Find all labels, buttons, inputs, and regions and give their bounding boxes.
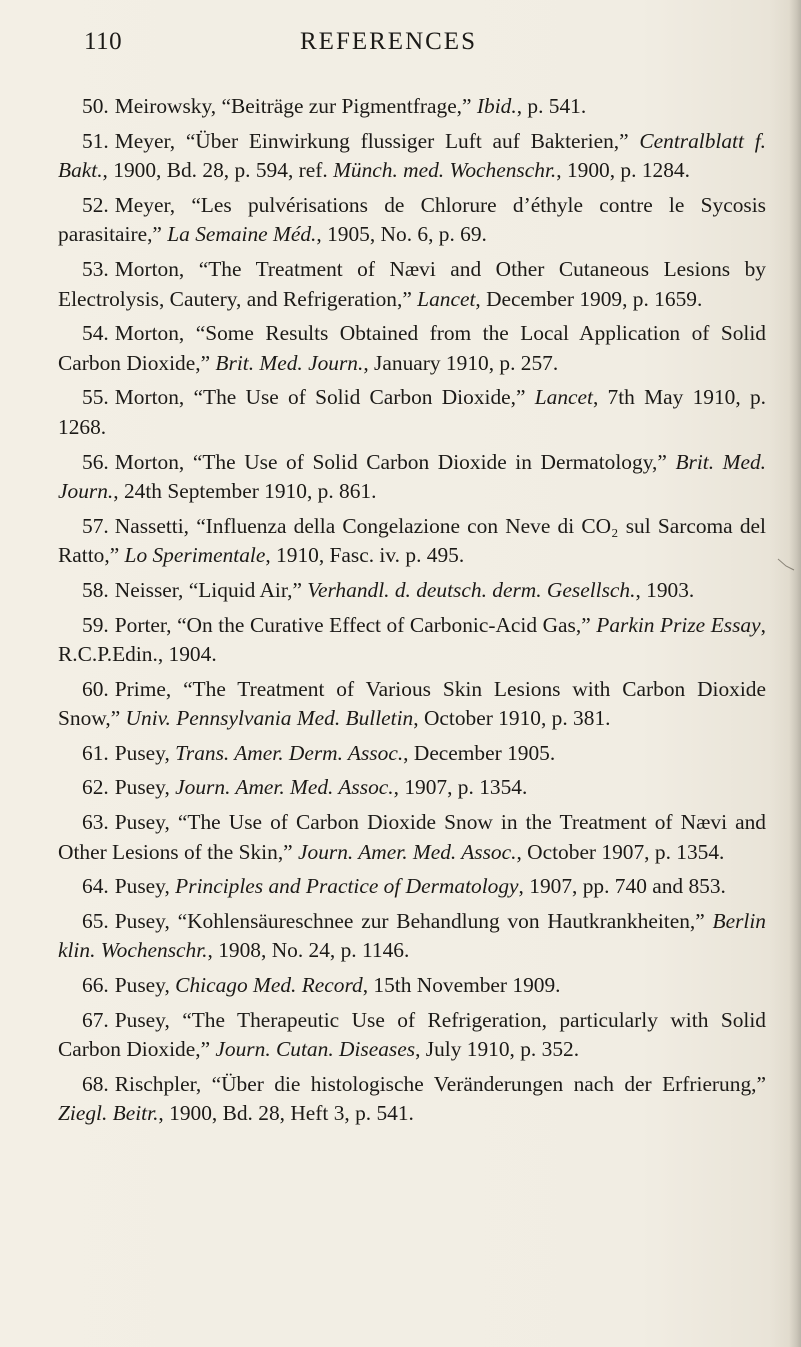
reference-text: Morton, “The Use of Solid Carbon Dioxide,” xyxy=(114,385,535,410)
reference-entry xyxy=(58,127,766,186)
reference-entry xyxy=(58,191,766,250)
reference-source-title: Brit. Med. Journ. xyxy=(215,350,364,375)
reference-text: , R.C.P.Edin., 1904. xyxy=(58,612,766,667)
reference-source-title: Journ. Amer. Med. Assoc. xyxy=(175,775,394,800)
reference-number: 66. xyxy=(82,973,109,998)
reference-text: Pusey, xyxy=(114,973,176,998)
reference-source-title: Univ. Pennsylvania Med. Bulletin xyxy=(125,706,414,731)
reference-text: , p. 541. xyxy=(516,94,587,118)
reference-text: Meirowsky, “Beiträge zur Pigmentfrage,” xyxy=(114,94,477,118)
reference-number: 60. xyxy=(82,676,109,701)
reference-text: , July 1910, p. 352. xyxy=(415,1037,580,1062)
reference-text: Morton, “Some Results Obtained from the Local Application of Solid Carbon Dioxide,” xyxy=(58,321,766,375)
reference-entry xyxy=(58,739,766,769)
reference-text: , 1905, No. 6, p. 69. xyxy=(316,222,487,247)
reference-source-title: Brit. Med. Journ. xyxy=(58,449,767,504)
reference-number: 65. xyxy=(82,908,109,933)
reference-source-title: Lo Sperimentale xyxy=(124,543,266,568)
reference-text: , 15th November 1909. xyxy=(362,973,561,998)
reference-entry xyxy=(58,576,766,606)
reference-text: , 1900, p. 1284. xyxy=(556,158,690,183)
reference-number: 52. xyxy=(82,192,109,217)
reference-text: Meyer, “Les pulvérisations de Chlorure d’éthyle contre le Sycosis parasitaire,” xyxy=(58,192,766,247)
reference-text: , December 1905. xyxy=(403,740,556,765)
reference-text: Pusey, “Kohlensäureschnee zur Behandlung von Hautkrankheiten,” xyxy=(114,908,713,933)
reference-entry xyxy=(58,1070,766,1129)
reference-entry xyxy=(58,907,766,966)
reference-text: , 1907, p. 1354. xyxy=(393,775,528,800)
reference-text: , October 1907, p. 1354. xyxy=(516,839,725,864)
reference-text: Porter, “On the Curative Effect of Carbonic-Acid Gas,” xyxy=(114,612,597,637)
reference-number: 56. xyxy=(82,449,109,474)
reference-entry xyxy=(58,773,766,803)
reference-number: 55. xyxy=(82,385,109,410)
reference-text: Pusey, xyxy=(114,874,176,899)
reference-text: , 7th May 1910, p. 1268. xyxy=(58,385,767,439)
reference-source-title: Journ. Amer. Med. Assoc. xyxy=(298,839,517,864)
reference-text: , 1900, Bd. 28, p. 594, ref. xyxy=(102,158,334,183)
reference-number: 58. xyxy=(82,577,109,602)
reference-text: Rischpler, “Über die histologische Veränderungen nach der Erfrierung,” xyxy=(114,1071,766,1096)
reference-source-title: Chicago Med. Record xyxy=(175,973,363,998)
reference-text: , 1908, No. 24, p. 1146. xyxy=(207,938,410,963)
reference-text: Morton, “The Treatment of Nævi and Other Cutaneous Lesions by Electrolysis, Cautery, and Refrigeration,” xyxy=(58,256,766,311)
reference-source-title: La Semaine Méd. xyxy=(167,222,317,247)
reference-text: , 1907, pp. 740 and 853. xyxy=(518,874,726,899)
reference-number: 57. xyxy=(82,513,109,538)
reference-entry xyxy=(58,971,766,1001)
reference-number: 63. xyxy=(82,810,109,835)
reference-entry xyxy=(58,92,766,122)
reference-number: 54. xyxy=(82,321,109,346)
reference-source-title: Verhandl. d. deutsch. derm. Gesellsch. xyxy=(307,577,636,602)
reference-number: 67. xyxy=(82,1007,109,1032)
reference-number: 53. xyxy=(82,256,109,281)
reference-entry xyxy=(58,675,766,734)
reference-entry xyxy=(58,1006,766,1065)
reference-number: 50. xyxy=(82,94,109,118)
reference-text: Pusey, xyxy=(114,775,176,800)
reference-number: 68. xyxy=(82,1071,109,1096)
reference-entry xyxy=(58,611,766,670)
reference-entry xyxy=(58,319,766,378)
reference-list xyxy=(58,92,766,1134)
reference-text: , December 1909, p. 1659. xyxy=(475,286,703,311)
reference-text: , January 1910, p. 257. xyxy=(363,350,559,375)
reference-entry xyxy=(58,512,766,571)
reference-source-title: Münch. med. Wochenschr. xyxy=(333,158,557,183)
page-header xyxy=(0,28,801,68)
reference-number: 61. xyxy=(82,740,109,765)
reference-text: Pusey, “The Therapeutic Use of Refrigeration, particularly with Solid Carbon Dioxide,” xyxy=(58,1007,766,1062)
reference-text: , 1910, Fasc. iv. p. 495. xyxy=(265,543,465,568)
reference-number: 59. xyxy=(82,612,109,637)
reference-text: , 24th September 1910, p. 861. xyxy=(113,479,377,504)
reference-number: 62. xyxy=(82,775,109,800)
reference-entry xyxy=(58,255,766,314)
reference-text: Meyer, “Über Einwirkung flussiger Luft auf Bakterien,” xyxy=(114,128,640,153)
running-head: REFERENCES xyxy=(300,28,477,55)
reference-source-title: Parkin Prize Essay xyxy=(596,612,761,637)
page-number: 110 xyxy=(84,28,123,55)
page-edge-shadow xyxy=(789,0,801,1347)
reference-number: 64. xyxy=(82,874,109,899)
reference-text: Neisser, “Liquid Air,” xyxy=(114,577,308,602)
reference-text: Morton, “The Use of Solid Carbon Dioxide in Dermatology,” xyxy=(114,449,676,474)
reference-text: Pusey, “The Use of Carbon Dioxide Snow in the Treatment of Nævi and Other Lesions of the Skin,” xyxy=(58,810,766,864)
reference-text: , October 1910, p. 381. xyxy=(413,706,611,731)
reference-text: Pusey, xyxy=(114,740,176,765)
reference-source-title: Berlin klin. Wochenschr. xyxy=(58,908,766,963)
reference-entry xyxy=(58,448,766,507)
reference-number: 51. xyxy=(82,128,109,153)
reference-text: Prime, “The Treatment of Various Skin Lesions with Carbon Dioxide Snow,” xyxy=(58,676,766,731)
reference-entry xyxy=(58,383,766,442)
reference-entry xyxy=(58,808,766,867)
reference-source-title: Lancet xyxy=(417,286,476,311)
reference-text: , 1903. xyxy=(635,577,695,602)
reference-source-title: Ziegl. Beitr. xyxy=(58,1101,159,1126)
reference-text: , 1900, Bd. 28, Heft 3, p. 541. xyxy=(158,1101,414,1126)
reference-source-title: Trans. Amer. Derm. Assoc. xyxy=(175,740,404,765)
reference-source-title: Principles and Practice of Dermatology xyxy=(175,874,519,899)
reference-source-title: Centralblatt f. Bakt. xyxy=(58,128,766,183)
reference-entry xyxy=(58,872,766,902)
reference-text: Nassetti, “Influenza della Congelazione con Neve di CO₂ sul Sarcoma del Ratto,” xyxy=(58,513,766,568)
reference-source-title: Ibid. xyxy=(476,94,517,118)
reference-source-title: Lancet xyxy=(534,385,593,410)
reference-source-title: Journ. Cutan. Diseases xyxy=(215,1037,416,1062)
